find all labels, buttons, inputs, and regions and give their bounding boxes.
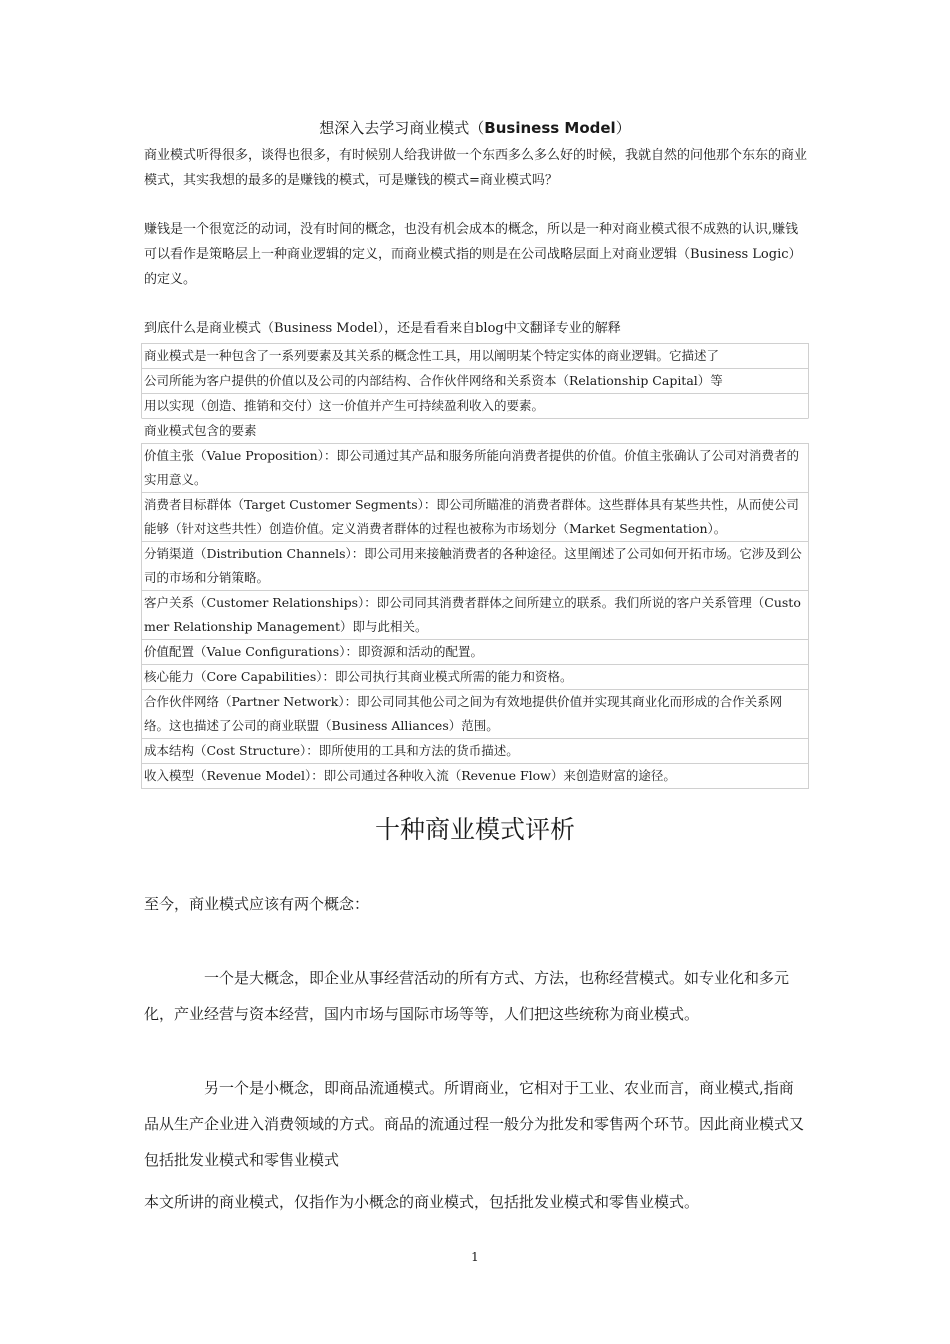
title-zh: 想深入去学习商业模式（ <box>319 119 485 137</box>
definition-row: 用以实现（创造、推销和交付）这一价值并产生可持续盈利收入的要素。 <box>141 393 809 418</box>
element-row: 价值配置（Value Configurations）：即资源和活动的配置。 <box>141 639 809 664</box>
element-row: 核心能力（Core Capabilities）：即公司执行其商业模式所需的能力和资格。 <box>141 664 809 689</box>
definition-table <box>141 343 809 789</box>
element-row: 收入模型（Revenue Model）：即公司通过各种收入流（Revenue Flow）来创造财富的途径。 <box>141 763 809 789</box>
section-paragraph-3: 另一个是小概念，即商品流通模式。所谓商业，它相对于工业、农业而言，商业模式,指商品从生产企业进入消费领域的方式。商品的流通过程一般分为批发和零售两个环节。因此商业模式又包括批发业模式和零售业模式 <box>144 1079 805 1169</box>
definition-row: 商业模式是一种包含了一系列要素及其关系的概念性工具，用以阐明某个特定实体的商业逻辑。它描述了 <box>141 343 809 368</box>
section-paragraph-1: 至今，商业模式应该有两个概念： <box>144 895 370 913</box>
element-row: 消费者目标群体（Target Customer Segments）：即公司所瞄准的消费者群体。这些群体具有某些共性，从而使公司能够（针对这些共性）创造价值。定义消费者群体的过程也被称为市场划分（Market Segmentation）。 <box>141 492 809 541</box>
title-close: ） <box>615 119 631 137</box>
page-number: 1 <box>471 1250 479 1264</box>
section-paragraph-4: 本文所讲的商业模式，仅指作为小概念的商业模式，包括批发业模式和零售业模式。 <box>144 1193 700 1211</box>
element-row: 价值主张（Value Proposition）：即公司通过其产品和服务所能向消费者提供的价值。价值主张确认了公司对消费者的实用意义。 <box>141 443 809 492</box>
elements-heading: 商业模式包含的要素 <box>141 418 809 443</box>
intro-paragraph-1: 商业模式听得很多，谈得也很多，有时候别人给我讲做一个东西多么多么好的时候，我就自然的问他那个东东的商业模式，其实我想的最多的是赚钱的模式，可是赚钱的模式=商业模式吗？ <box>144 148 808 188</box>
section-paragraph-2: 一个是大概念，即企业从事经营活动的所有方式、方法，也称经营模式。如专业化和多元化，产业经营与资本经营，国内市场与国际市场等等，人们把这些统称为商业模式。 <box>144 969 790 1023</box>
element-row: 客户关系（Customer Relationships）：即公司同其消费者群体之间所建立的联系。我们所说的客户关系管理（Customer Relationship Management）即与此相关。 <box>141 590 809 639</box>
section-heading: 十种商业模式评析 <box>374 815 575 844</box>
intro-paragraph-3: 到底什么是商业模式（Business Model），还是看看来自blog中文翻译专业的解释 <box>144 321 621 336</box>
element-row: 分销渠道（Distribution Channels）：即公司用来接触消费者的各种途径。这里阐述了公司如何开拓市场。它涉及到公司的市场和分销策略。 <box>141 541 809 590</box>
definition-row: 公司所能为客户提供的价值以及公司的内部结构、合作伙伴网络和关系资本（Relationship Capital）等 <box>141 368 809 393</box>
intro-paragraph-2: 赚钱是一个很宽泛的动词，没有时间的概念，也没有机会成本的概念，所以是一种对商业模式很不成熟的认识,赚钱可以看作是策略层上一种商业逻辑的定义，而商业模式指的则是在公司战略层面上对商业逻辑（Business Logic）的定义。 <box>144 222 802 287</box>
element-row: 合作伙伴网络（Partner Network）：即公司同其他公司之间为有效地提供价值并实现其商业化而形成的合作关系网络。这也描述了公司的商业联盟（Business Alliances）范围。 <box>141 689 809 738</box>
element-row: 成本结构（Cost Structure）：即所使用的工具和方法的货币描述。 <box>141 738 809 763</box>
title-en: Business Model <box>484 119 616 137</box>
document-title <box>0 117 950 139</box>
